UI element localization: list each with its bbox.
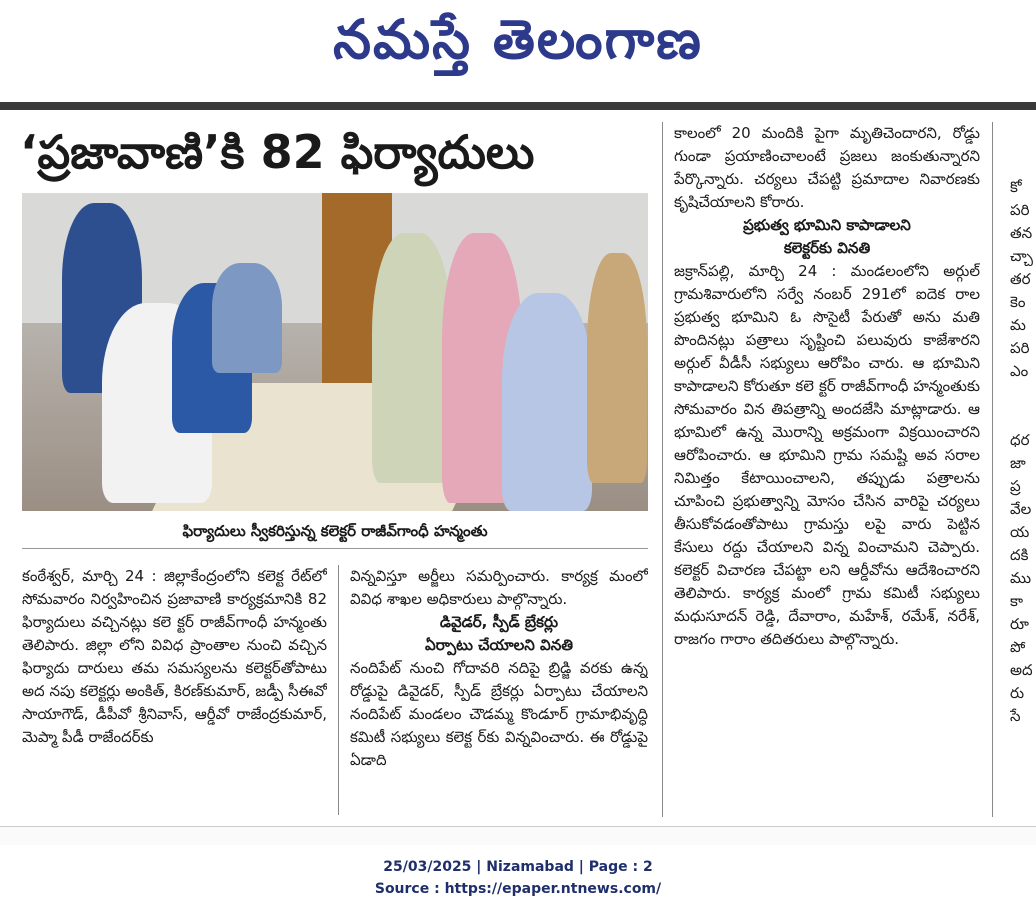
- edge-line: రు: [1010, 684, 1025, 702]
- edge-line: [1010, 383, 1036, 406]
- edge-line: వేల: [1010, 500, 1032, 518]
- column-2-subhead: డివైడర్, స్పీడ్ బ్రేకర్లు: [439, 613, 559, 631]
- column-2-text: నందిపేట్ నుంచి గోదావరి నదిపై బ్రిడ్జి వరకు ఉన్న రోడ్డుపై డివైడర్, స్పీడ్ బ్రేకర్లు ఏర్పాటు చేయాలని నందిపేట్ మండలం చౌడమ్మ కొండూర్ గ్రామాభివృద్ధి కమిటీ సభ్యులు కలెక్ట ర్‌కు విన్నవించారు. ఈ రోడ్డుపై ఏడాది: [350, 659, 648, 769]
- next-article-strip: [0, 826, 1036, 845]
- column-divider: [992, 122, 993, 817]
- edge-line: చ్చా: [1010, 247, 1033, 265]
- edge-line: రూ: [1010, 615, 1029, 633]
- photo-person: [212, 263, 282, 373]
- article-column-1: కంఠేశ్వర్, మార్చి 24 : జిల్లాకేంద్రంలోని కలెక్ట రేట్‌లో సోమవారం నిర్వహించిన ప్రజావాణి కార్యక్రమానికి 82 ఫిర్యాదులు వచ్చినట్లు కలె క్టర్ రాజీవ్‌గాంధీ హన్మంతు తెలిపారు. జిల్లా లోని వివిధ ప్రాంతాల నుంచి వచ్చిన ఫిర్యాదు దారులు తమ సమస్యలను కలెక్టర్‌తోపాటు అద నపు కలెక్టర్లు అంకిత్, కిరణ్‌కుమార్, జడ్పీ సీఈవో సాయాగౌడ్, డీపీవో శ్రీనివాస్, ఆర్డీవో రాజేంద్రకుమార్, మెప్మా పీడీ రాజేందర్‌కు: [22, 567, 327, 746]
- article-headline: ‘ప్రజావాణి’కి 82 ఫిర్యాదులు: [20, 125, 535, 179]
- column-3-subhead: ప్రభుత్వ భూమిని కాపాడాలని: [743, 216, 911, 234]
- column-2-text: విన్నవిస్తూ అర్జీలు సమర్పించారు. కార్యక్ర మంలో వివిధ శాఖల అధికారులు పాల్గొన్నారు.: [350, 567, 648, 608]
- edge-line: మ: [1010, 316, 1026, 334]
- edge-line: ధర: [1010, 431, 1030, 449]
- edge-line: దకి: [1010, 546, 1029, 564]
- edge-line: అద: [1010, 661, 1033, 679]
- edge-line: పరి: [1010, 339, 1030, 357]
- column-2-subhead: ఏర్పాటు చేయాలని వినతి: [425, 636, 573, 654]
- edge-line: [1010, 406, 1036, 429]
- column-3-text: కాలంలో 20 మందికి పైగా మృతిచెందారని, రోడ్డు గుండా ప్రయాణించాలంటే ప్రజలు జంకుతున్నారని పేర్కొన్నారు. చర్యలు చేపట్టి ప్రమాదాల నివారణకు కృషిచేయాలని కోరారు.: [674, 124, 980, 211]
- photo-person: [372, 233, 452, 483]
- edge-line: ఎం: [1010, 362, 1029, 380]
- edge-line: య: [1010, 523, 1030, 541]
- edge-line: జా: [1010, 454, 1026, 472]
- edge-line: కో: [1010, 178, 1022, 196]
- newspaper-masthead: [0, 0, 1036, 100]
- masthead-rule: [0, 102, 1036, 110]
- edge-line: తన: [1010, 224, 1033, 242]
- edge-line: తర: [1010, 270, 1031, 288]
- edge-line: పో: [1010, 638, 1026, 656]
- edge-column: [1010, 176, 1036, 816]
- column-divider: [662, 122, 663, 817]
- photo-caption: ఫిర్యాదులు స్వీకరిస్తున్న కలెక్టర్ రాజీవ్‌గాంధీ హన్మంతు: [22, 514, 648, 549]
- footer-source[interactable]: Source : https://epaper.ntnews.com/: [374, 881, 662, 897]
- edge-line: పరి: [1010, 201, 1030, 219]
- column-3-subhead: కలెక్టర్‌కు వినతి: [783, 239, 871, 257]
- photo-person: [587, 253, 647, 483]
- edge-line: కా: [1010, 592, 1024, 610]
- column-divider: [338, 565, 339, 815]
- article-photo: [22, 193, 648, 511]
- page-footer: [0, 856, 1036, 900]
- edge-line: కెం: [1010, 293, 1026, 311]
- column-3-text: జక్రాన్‌పల్లి, మార్చి 24 : మండలంలోని అర్గుల్ గ్రామశివారులోని సర్వే నంబర్ 291లో ఐదెక రాల ప్రభుత్వ భూమిని ఓ సొసైటీ పేరుతో అను మతి పొందినట్లు పత్రాలు సృష్టించి పలువురు కాజేశారని అర్గుల్ వీడీసీ సభ్యులు ఆరోపిం చారు. ఆ భూమిని కాపాడాలని కోరుతూ కలె క్టర్ రాజీవ్‌గాంధీ హన్మంతుకు సోమవారం విన తిపత్రాన్ని అందజేసి మాట్లాడారు. ఆ భూమిలో ఉన్న మొరాన్ని అక్రమంగా విక్రయించారని ఆరోపించారు. ఆ భూమిని గ్రామ సమష్టి అవ సరాల నిమిత్తం కేటాయించాలని, తప్పుడు పత్రాలను చూపించి ప్రభుత్వాన్ని మోసం చేసిన వారిపై చర్యలు తీసుకోవడంతోపాటు గ్రామస్తు లపై వారు పెట్టిన కేసులు రద్దు చేయాలని విన్న వించామని చెప్పారు. కలెక్టర్ విచారణ చేపట్టా లని ఆర్డీవోను ఆదేశించారని తెలిపారు. కార్యక్ర మంలో గ్రామ కమిటీ సభ్యులు మధుసూదన్ రెడ్డి, దేవారాం, మహేశ్, రమేశ్, నరేశ్, రాజగం గారాం తదితరులు పాల్గొన్నారు.: [674, 262, 980, 648]
- article-column-2: [350, 565, 648, 815]
- edge-line: ప్ర: [1010, 477, 1021, 495]
- photo-person: [502, 293, 592, 511]
- article-column-3: [674, 122, 980, 817]
- edge-line: సే: [1010, 707, 1021, 725]
- footer-date-edition: 25/03/2025 | Nizamabad | Page : 2: [383, 859, 653, 875]
- edge-line: ము: [1010, 569, 1032, 587]
- masthead-title: నమస్తే తెలంగాణ: [333, 8, 703, 71]
